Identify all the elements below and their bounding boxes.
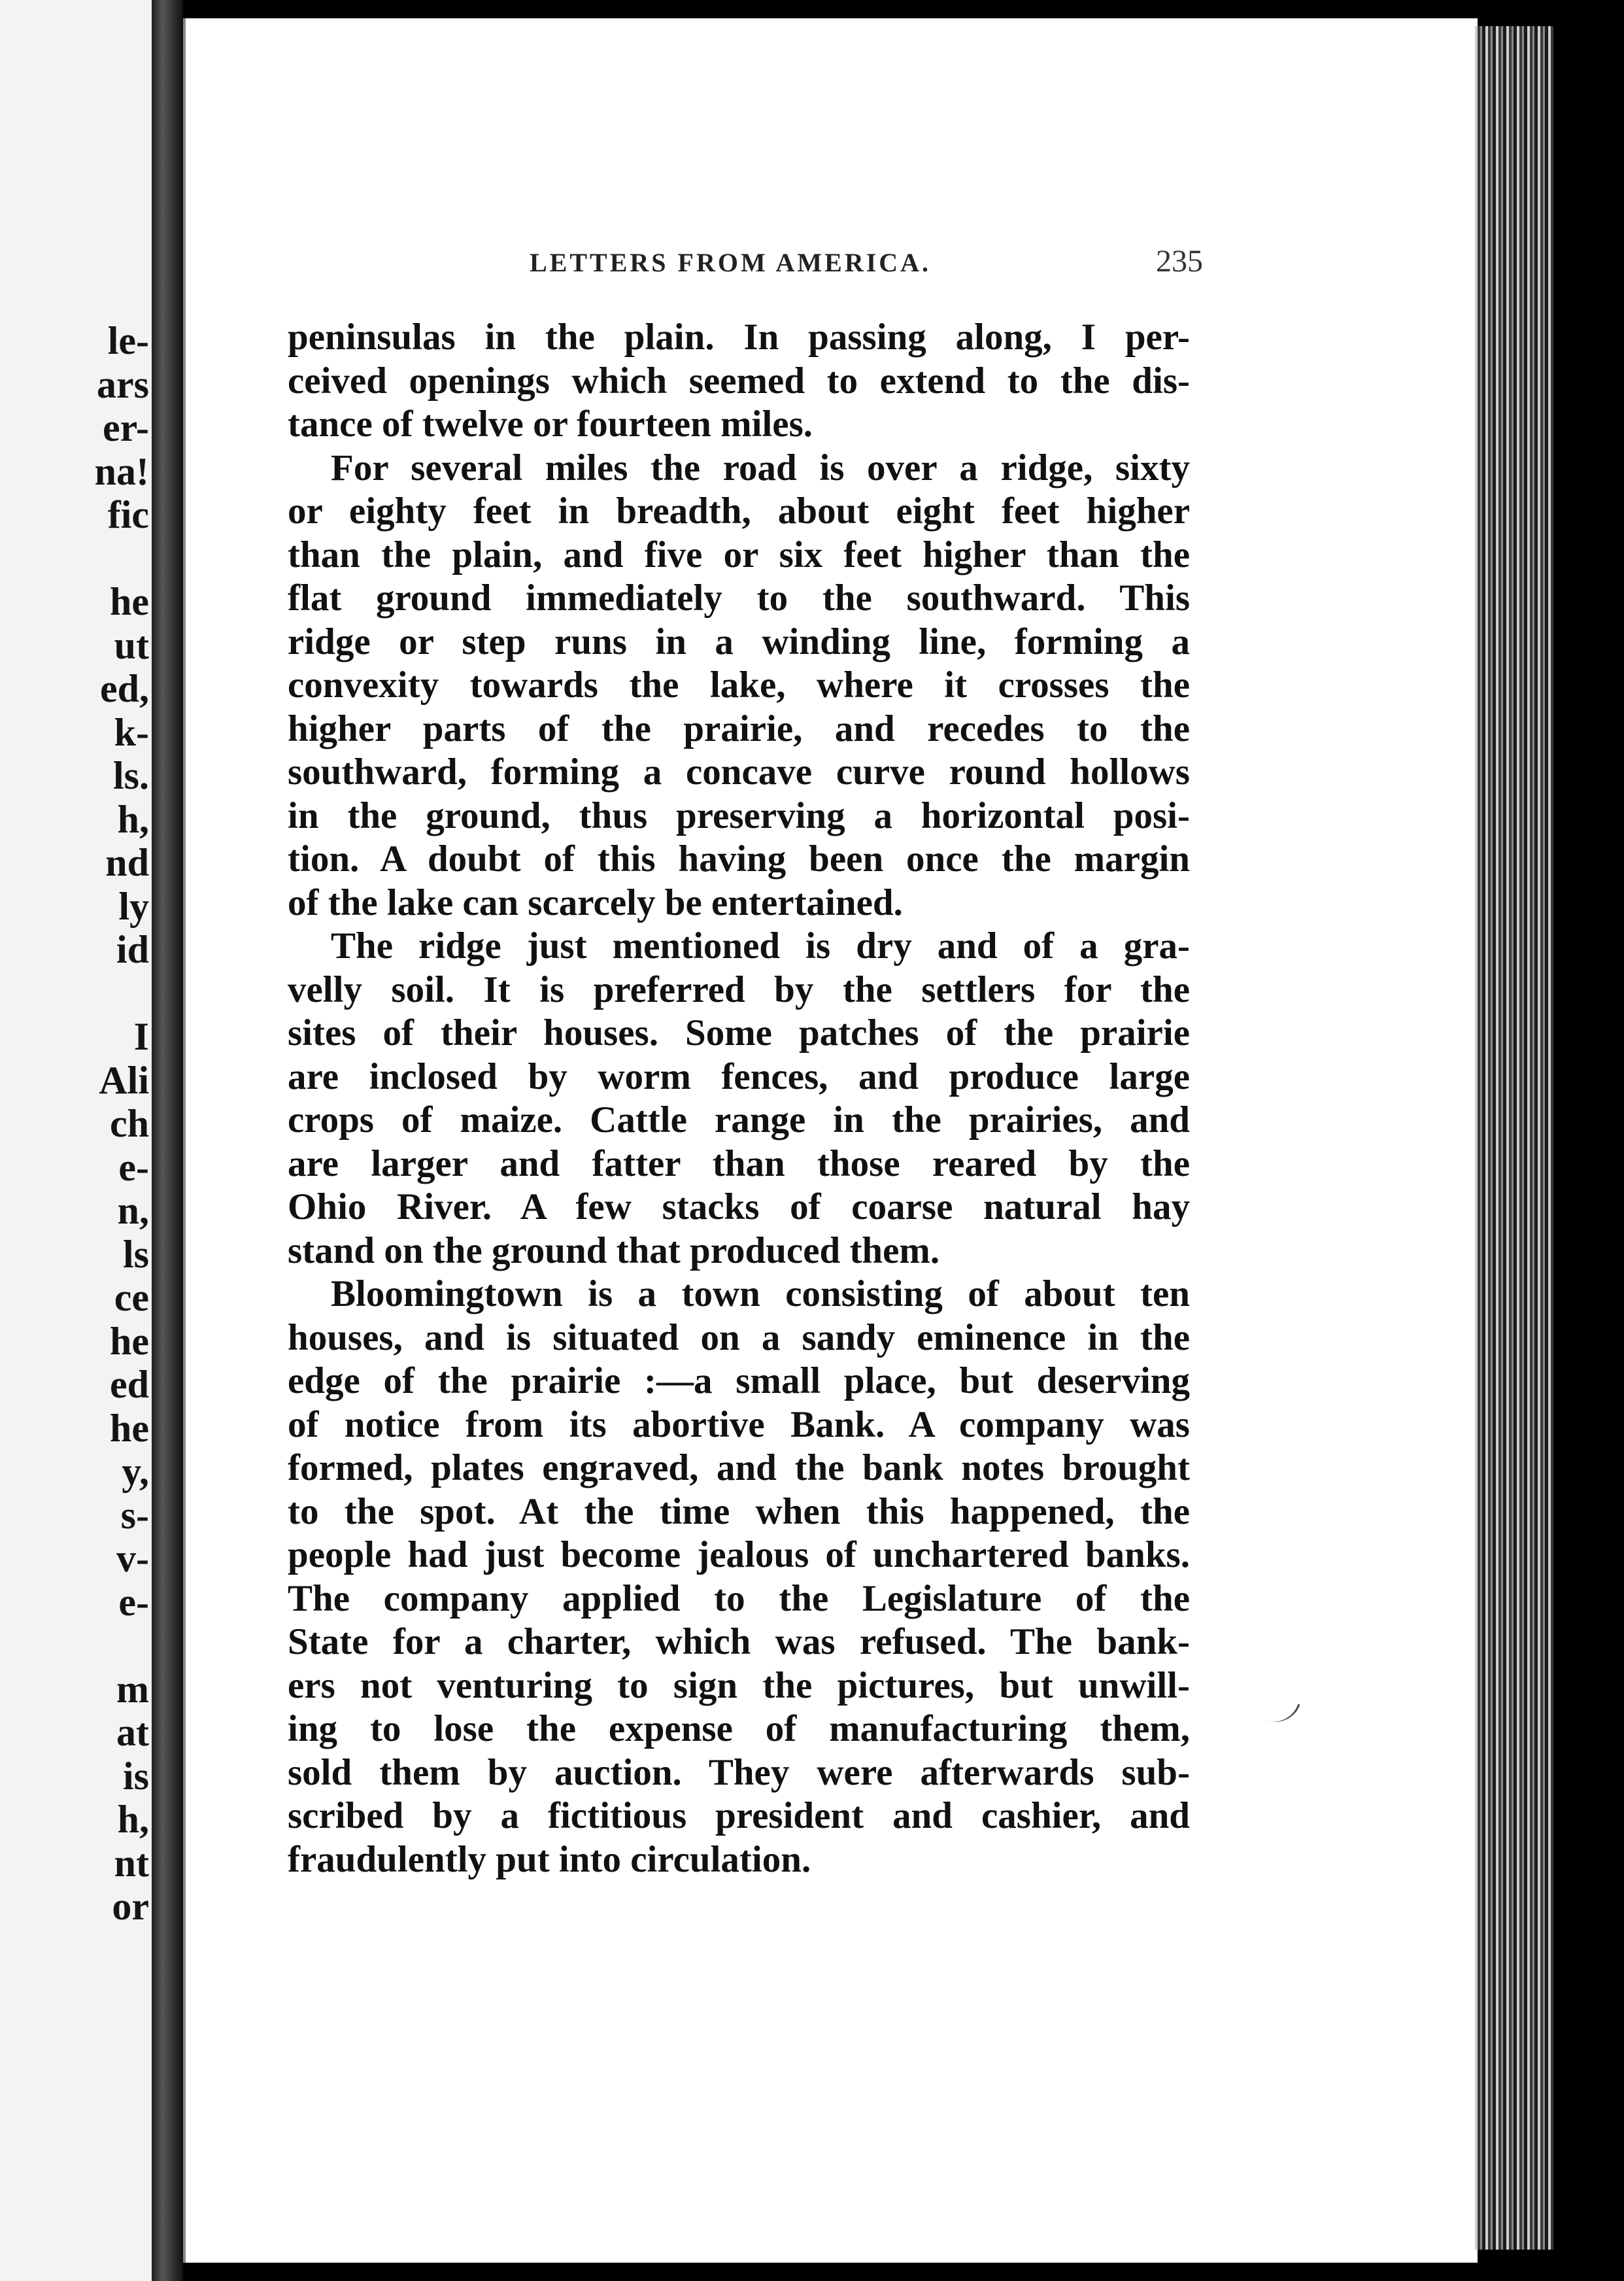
text-line: State for a charter, which was refused. The bank- [288,1621,1190,1662]
previous-page-fragment: fic [107,493,149,536]
previous-page-fragment: y, [122,1450,149,1493]
previous-page-fragment: he [110,1319,149,1363]
previous-page-fragment: ed, [100,667,149,710]
text-line: edge of the prairie :—a small place, but deserving [288,1360,1190,1401]
text-line: of the lake can scarcely be entertained. [288,882,903,923]
text-line: fraudulently put into circulation. [288,1838,811,1880]
text-line: sold them by auction. They were afterwards sub- [288,1751,1190,1793]
previous-page-fragment: h, [117,797,149,841]
previous-page-fragment: m [116,1667,149,1711]
previous-page-fragment: Ali [99,1058,149,1102]
previous-page-fragment: ch [110,1102,149,1145]
previous-page-fragment: ed [110,1363,149,1406]
page-header [340,244,1203,280]
text-line: or eighty feet in breadth, about eight feet higher [288,490,1190,532]
text-line: Bloomingtown is a town consisting of about ten [331,1273,1190,1314]
text-line: peninsulas in the plain. In passing along, I per- [288,317,1190,358]
previous-page-fragment: h, [117,1798,149,1841]
text-line: houses, and is situated on a sandy eminence in the [288,1316,1190,1358]
running-head: LETTERS FROM AMERICA. [530,248,932,277]
text-line: tance of twelve or fourteen miles. [288,403,813,445]
text-line: are inclosed by worm fences, and produce large [288,1055,1190,1097]
text-line: higher parts of the prairie, and recedes to the [288,708,1190,749]
text-line: stand on the ground that produced them. [288,1229,940,1271]
previous-page-fragment: id [116,928,149,971]
previous-page-fragment: le- [107,319,149,362]
text-line: ceived openings which seemed to extend to the dis- [288,360,1190,402]
previous-page-fragment: ls [122,1232,149,1276]
previous-page-fragment: is [122,1754,149,1798]
text-line: The ridge just mentioned is dry and of a gra- [331,925,1190,967]
previous-page-fragment: na! [94,449,149,493]
previous-page-fragment: n, [117,1189,149,1232]
book-gutter [152,0,183,2281]
previous-page-fragment: he [110,580,149,623]
previous-page-fragment: e- [118,1145,149,1189]
page-block-edges [1475,26,1553,2250]
previous-page-fragment: v- [116,1537,149,1580]
previous-page-fragment: er- [102,406,149,449]
text-line: are larger and fatter than those reared by the [288,1142,1190,1184]
text-line: southward, forming a concave curve round hollows [288,751,1190,793]
previous-page-fragment: ars [97,362,149,406]
body-text [288,316,1190,1881]
previous-page-fragment: e- [118,1580,149,1624]
text-line: scribed by a fictitious president and cashier, and [288,1795,1190,1836]
text-line: to the spot. At the time when this happened, the [288,1490,1190,1532]
previous-page-fragment [0,537,152,581]
previous-page-fragment: I [133,1015,149,1058]
previous-page-fragment: at [116,1711,149,1754]
previous-page-fragment: he [110,1406,149,1450]
page-number: 235 [1156,244,1203,279]
previous-page-fragment: k- [114,710,149,754]
previous-page-fragment: nd [105,841,149,884]
text-line: in the ground, thus preserving a horizontal posi- [288,795,1190,836]
text-line: ing to lose the expense of manufacturing them, [288,1708,1190,1749]
text-line: ridge or step runs in a winding line, forming a [288,621,1190,662]
text-line: of notice from its abortive Bank. A company was [288,1403,1190,1445]
previous-page-fragment: ls. [112,754,149,797]
previous-page-fragment: nt [114,1841,149,1885]
text-line: crops of maize. Cattle range in the prairies, and [288,1099,1190,1140]
text-line: people had just become jealous of unchartered banks. [288,1534,1190,1575]
text-line: flat ground immediately to the southward. This [288,577,1190,619]
previous-page-fragment: s- [120,1493,149,1537]
text-line: For several miles the road is over a ridge, sixty [331,447,1190,489]
text-line: Ohio River. A few stacks of coarse natural hay [288,1186,1190,1227]
previous-page-edge [0,0,152,2281]
previous-page-fragment [0,972,152,1016]
text-line: than the plain, and five or six feet higher than the [288,534,1190,575]
text-line: tion. A doubt of this having been once the margin [288,838,1190,880]
text-line: The company applied to the Legislature of the [288,1577,1190,1619]
text-line: velly soil. It is preferred by the settlers for the [288,969,1190,1010]
previous-page-fragment: ly [118,884,149,928]
previous-page-fragments [0,319,152,1929]
text-line: ers not venturing to sign the pictures, but unwill- [288,1664,1190,1706]
text-line: convexity towards the lake, where it crosses the [288,664,1190,706]
previous-page-fragment: ce [114,1276,149,1319]
previous-page-fragment: or [112,1885,149,1928]
text-line: sites of their houses. Some patches of the prairie [288,1012,1190,1054]
previous-page-fragment: ut [114,623,149,667]
previous-page-fragment [0,1624,152,1668]
text-line: formed, plates engraved, and the bank notes brought [288,1447,1190,1488]
